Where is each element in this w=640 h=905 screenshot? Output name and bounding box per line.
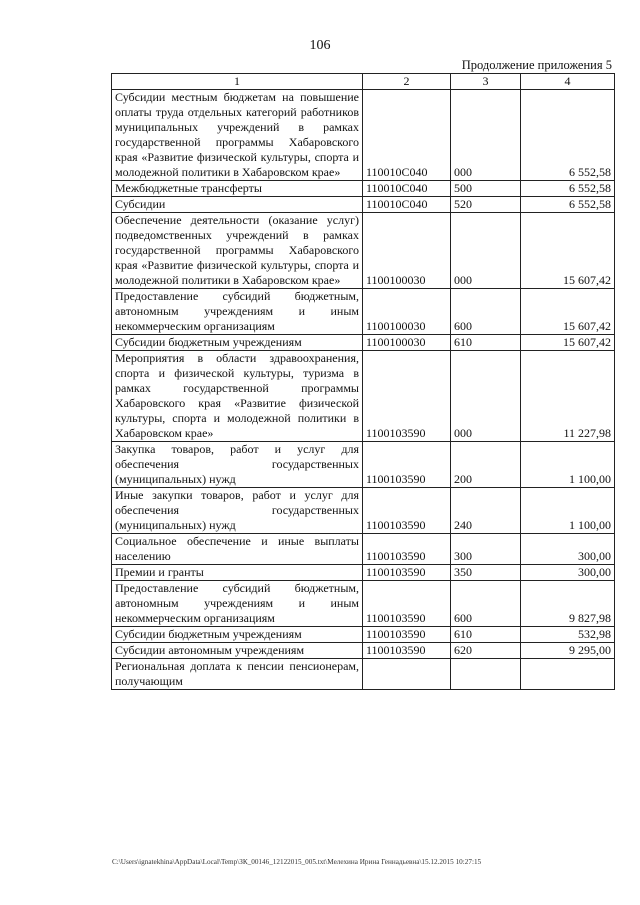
expense-type-cell: 600 [451, 289, 521, 335]
header-cell: 3 [451, 74, 521, 90]
amount-cell: 300,00 [521, 565, 615, 581]
target-code-cell: 110010С040 [363, 181, 451, 197]
amount-cell [521, 659, 615, 690]
expense-name-cell: Предоставление субсидий бюджетным, автономным учреждениям и иным некоммерческим организациям [112, 581, 363, 627]
expense-type-cell: 000 [451, 351, 521, 442]
amount-cell: 6 552,58 [521, 197, 615, 213]
target-code-cell: 1100103590 [363, 442, 451, 488]
expense-type-cell: 200 [451, 442, 521, 488]
amount-cell: 9 295,00 [521, 643, 615, 659]
expense-type-cell: 240 [451, 488, 521, 534]
expense-name-cell: Субсидии автономным учреждениям [112, 643, 363, 659]
expense-name-cell: Субсидии бюджетным учреждениям [112, 627, 363, 643]
target-code-cell: 1100103590 [363, 565, 451, 581]
expense-name-cell: Закупка товаров, работ и услуг для обеспечения государственных (муниципальных) нужд [112, 442, 363, 488]
continuation-label: Продолжение приложения 5 [461, 58, 612, 72]
amount-cell: 1 100,00 [521, 442, 615, 488]
budget-table-body [112, 74, 615, 690]
amount-cell: 15 607,42 [521, 335, 615, 351]
amount-cell: 6 552,58 [521, 181, 615, 197]
page-number: 106 [309, 38, 331, 53]
expense-name-cell: Субсидии бюджетным учреждениям [112, 335, 363, 351]
table-row [112, 565, 615, 581]
budget-table [111, 73, 615, 690]
table-row [112, 643, 615, 659]
table-header-row [112, 74, 615, 90]
amount-cell: 1 100,00 [521, 488, 615, 534]
table-row [112, 335, 615, 351]
expense-type-cell: 620 [451, 643, 521, 659]
expense-type-cell: 610 [451, 335, 521, 351]
expense-type-cell: 350 [451, 565, 521, 581]
target-code-cell: 1100103590 [363, 534, 451, 565]
table-row [112, 351, 615, 442]
expense-type-cell: 000 [451, 213, 521, 289]
expense-name-cell: Субсидии местным бюджетам на повышение оплаты труда отдельных категорий работников муниципальных учреждений в рамках государственной программы Хабаровского края «Развитие физической культуры, спорта и молодежной политики в Хабаровском крае» [112, 90, 363, 181]
table-row [112, 442, 615, 488]
target-code-cell: 1100100030 [363, 289, 451, 335]
expense-type-cell: 600 [451, 581, 521, 627]
header-cell: 1 [112, 74, 363, 90]
amount-cell: 9 827,98 [521, 581, 615, 627]
expense-type-cell: 000 [451, 90, 521, 181]
target-code-cell: 110010С040 [363, 90, 451, 181]
expense-name-cell: Региональная доплата к пенсии пенсионерам, получающим [112, 659, 363, 690]
target-code-cell: 1100100030 [363, 335, 451, 351]
target-code-cell: 1100103590 [363, 643, 451, 659]
amount-cell: 300,00 [521, 534, 615, 565]
table-row [112, 534, 615, 565]
table-row [112, 181, 615, 197]
expense-name-cell: Обеспечение деятельности (оказание услуг) подведомственных учреждений в рамках государственной программы Хабаровского края «Развитие физической культуры, спорта и молодежной политики в Хабаровском крае» [112, 213, 363, 289]
table-row [112, 90, 615, 181]
expense-type-cell: 500 [451, 181, 521, 197]
expense-name-cell: Премии и гранты [112, 565, 363, 581]
table-row [112, 197, 615, 213]
table-row [112, 213, 615, 289]
target-code-cell: 1100103590 [363, 351, 451, 442]
header-cell: 2 [363, 74, 451, 90]
table-row [112, 659, 615, 690]
table-row [112, 488, 615, 534]
header-cell: 4 [521, 74, 615, 90]
expense-type-cell: 300 [451, 534, 521, 565]
target-code-cell [363, 659, 451, 690]
expense-name-cell: Субсидии [112, 197, 363, 213]
target-code-cell: 1100103590 [363, 581, 451, 627]
amount-cell: 532,98 [521, 627, 615, 643]
expense-name-cell: Межбюджетные трансферты [112, 181, 363, 197]
expense-name-cell: Мероприятия в области здравоохранения, спорта и физической культуры, туризма в рамках государственной программы Хабаровского края «Развитие физической культуры, спорта и молодежной политики в Хабаровском крае» [112, 351, 363, 442]
table-row [112, 627, 615, 643]
expense-name-cell: Иные закупки товаров, работ и услуг для обеспечения государственных (муниципальных) нужд [112, 488, 363, 534]
expense-name-cell: Предоставление субсидий бюджетным, автономным учреждениям и иным некоммерческим организациям [112, 289, 363, 335]
amount-cell: 15 607,42 [521, 213, 615, 289]
file-path-footer: C:\Users\ignatekhina\AppData\Local\Temp\ЗК_00146_12122015_005.txt\Мелехина Ирина Геннадьевна\15.12.2015 10:27:15 [112, 858, 482, 866]
amount-cell: 6 552,58 [521, 90, 615, 181]
expense-name-cell: Социальное обеспечение и иные выплаты населению [112, 534, 363, 565]
amount-cell: 11 227,98 [521, 351, 615, 442]
expense-type-cell: 520 [451, 197, 521, 213]
table-row [112, 289, 615, 335]
target-code-cell: 1100103590 [363, 488, 451, 534]
target-code-cell: 1100100030 [363, 213, 451, 289]
expense-type-cell [451, 659, 521, 690]
target-code-cell: 110010С040 [363, 197, 451, 213]
target-code-cell: 1100103590 [363, 627, 451, 643]
expense-type-cell: 610 [451, 627, 521, 643]
amount-cell: 15 607,42 [521, 289, 615, 335]
table-row [112, 581, 615, 627]
